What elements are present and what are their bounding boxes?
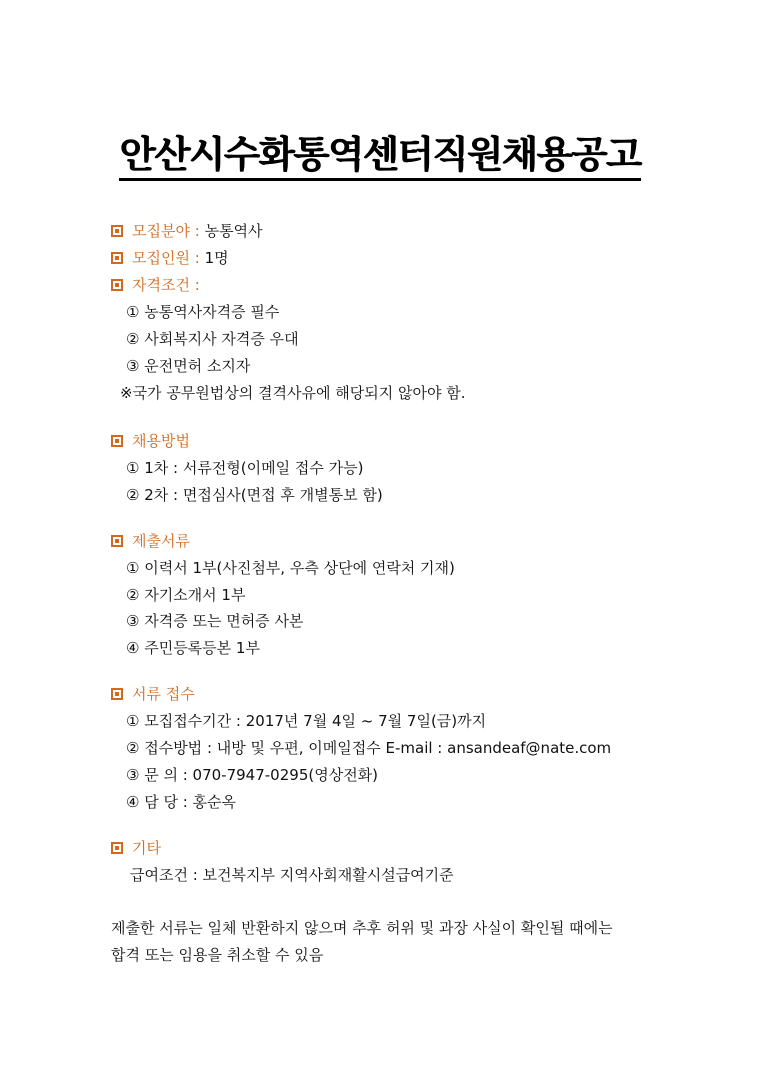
qualification-item: ① 농통역사자격증 필수	[126, 303, 280, 321]
submission-item: ③ 문 의 : 070-7947-0295(영상전화)	[126, 766, 379, 784]
document-item: ④ 주민등록등본 1부	[126, 639, 260, 657]
submission-label: 서류 접수	[132, 685, 195, 703]
submission-item: ④ 담 당 : 홍순옥	[126, 793, 237, 811]
submission-item: ① 모집접수기간 : 2017년 7월 4일 ~ 7월 7일(금)까지	[126, 712, 487, 730]
hiring-method-item: ① 1차 : 서류전형(이메일 접수 가능)	[126, 459, 364, 477]
page-title-text: 안산시수화통역센터직원채용공고	[119, 133, 640, 181]
filled-square-icon	[111, 435, 123, 447]
hiring-method-heading	[111, 431, 190, 451]
documents-label: 제출서류	[132, 532, 190, 550]
hiring-method-label: 채용방법	[132, 432, 190, 450]
recruit-field-row	[111, 221, 263, 241]
filled-square-icon	[111, 252, 123, 264]
other-heading	[111, 838, 161, 858]
qualification-note: ※국가 공무원법상의 결격사유에 해당되지 않아야 함.	[120, 384, 466, 402]
qualification-item: ② 사회복지사 자격증 우대	[126, 330, 299, 348]
page-title	[0, 124, 760, 178]
filled-square-icon	[111, 688, 123, 700]
recruit-count-label: 모집인원 :	[132, 249, 200, 267]
qualifications-label: 자격조건 :	[132, 276, 200, 294]
recruit-field-label: 모집분야 :	[132, 222, 200, 240]
recruit-count-value: 1명	[204, 249, 229, 267]
submission-item: ② 접수방법 : 내방 및 우편, 이메일접수 E-mail : ansandeaf@nate.com	[126, 739, 612, 757]
recruit-count-row	[111, 248, 229, 268]
qualifications-heading	[111, 275, 200, 295]
document-item: ③ 자격증 또는 면허증 사본	[126, 612, 304, 630]
recruit-field-value: 농통역사	[204, 222, 263, 240]
filled-square-icon	[111, 225, 123, 237]
filled-square-icon	[111, 842, 123, 854]
filled-square-icon	[111, 279, 123, 291]
hiring-method-item: ② 2차 : 면접심사(면접 후 개별통보 함)	[126, 486, 383, 504]
submission-heading	[111, 684, 195, 704]
closing-line: 제출한 서류는 일체 반환하지 않으며 추후 허위 및 과장 사실이 확인될 때에는	[111, 919, 613, 937]
salary-condition: 급여조건 : 보건복지부 지역사회재활시설급여기준	[130, 866, 454, 884]
qualification-item: ③ 운전면허 소지자	[126, 357, 251, 375]
document-item: ① 이력서 1부(사진첨부, 우측 상단에 연락처 기재)	[126, 559, 455, 577]
filled-square-icon	[111, 535, 123, 547]
document-item: ② 자기소개서 1부	[126, 586, 246, 604]
documents-heading	[111, 531, 190, 551]
closing-line: 합격 또는 임용을 취소할 수 있음	[111, 946, 324, 964]
other-label: 기타	[132, 839, 161, 857]
